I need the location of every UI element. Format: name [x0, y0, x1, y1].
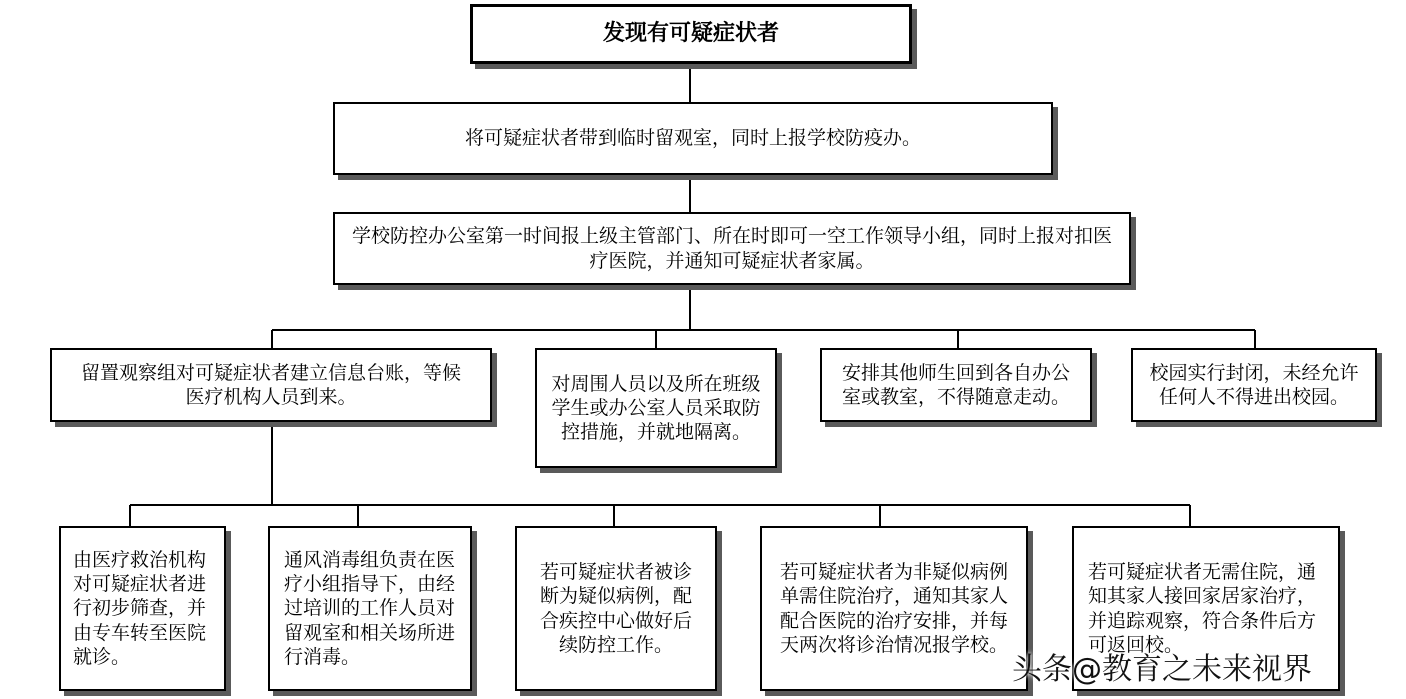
- node-campus-closed-text: 校园实行封闭，未经允许任何人不得进出校园。: [1149, 361, 1359, 408]
- node-report-office-text: 将可疑症状者带到临时留观室，同时上报学校防疫办。: [464, 127, 921, 150]
- node-campus-closed: [1131, 348, 1377, 422]
- node-home-treatment-text: 若可疑症状者无需住院，通知其家人接回家居家治疗，并追踪观察，符合条件后方可返回校。: [1088, 561, 1317, 656]
- node-disinfection-text: 通风消毒组负责在医疗小组指导下，由经过培训的工作人员对留观室和相关场所进行消毒。: [284, 549, 456, 668]
- node-disinfection: [268, 526, 472, 691]
- node-notify-authorities-text: 学校防控办公室第一时间报上级主管部门、所在时即可一空工作领导小组，同时上报对扣医疗医院，并通知可疑症状者家属。: [351, 225, 1112, 272]
- node-observation-group-text: 留置观察组对可疑症状者建立信息台账，等候医疗机构人员到来。: [80, 361, 461, 408]
- node-suspected-case: [515, 526, 717, 691]
- watermark: 头条@教育之未来视界: [1012, 652, 1312, 687]
- node-isolation: [535, 348, 777, 468]
- node-non-suspected-hospital: [760, 526, 1028, 691]
- node-medical-screening-text: 由医疗救治机构对可疑症状者进行初步筛查，并由专车转至医院就诊。: [73, 549, 207, 668]
- node-stay-in-place: [820, 348, 1092, 422]
- node-notify-authorities: [333, 212, 1131, 285]
- node-isolation-text: 对周围人员以及所在班级学生或办公室人员采取防控措施，并就地隔离。: [551, 372, 761, 444]
- node-stay-in-place-text: 安排其他师生回到各自办公室或教室，不得随意走动。: [841, 361, 1070, 408]
- node-report-office: [333, 102, 1053, 175]
- node-medical-screening: [59, 526, 226, 691]
- node-observation-group: [50, 348, 492, 422]
- node-suspected-case-text: 若可疑症状者被诊断为疑似病例，配合疾控中心做好后续防控工作。: [539, 561, 692, 656]
- node-start-text: 发现有可疑症状者: [602, 21, 779, 47]
- node-non-suspected-hospital-text: 若可疑症状者为非疑似病例单需住院治疗，通知其家人配合医院的治疗安排，并每天两次将诊治情况报学校。: [779, 561, 1008, 656]
- node-start: [470, 4, 912, 64]
